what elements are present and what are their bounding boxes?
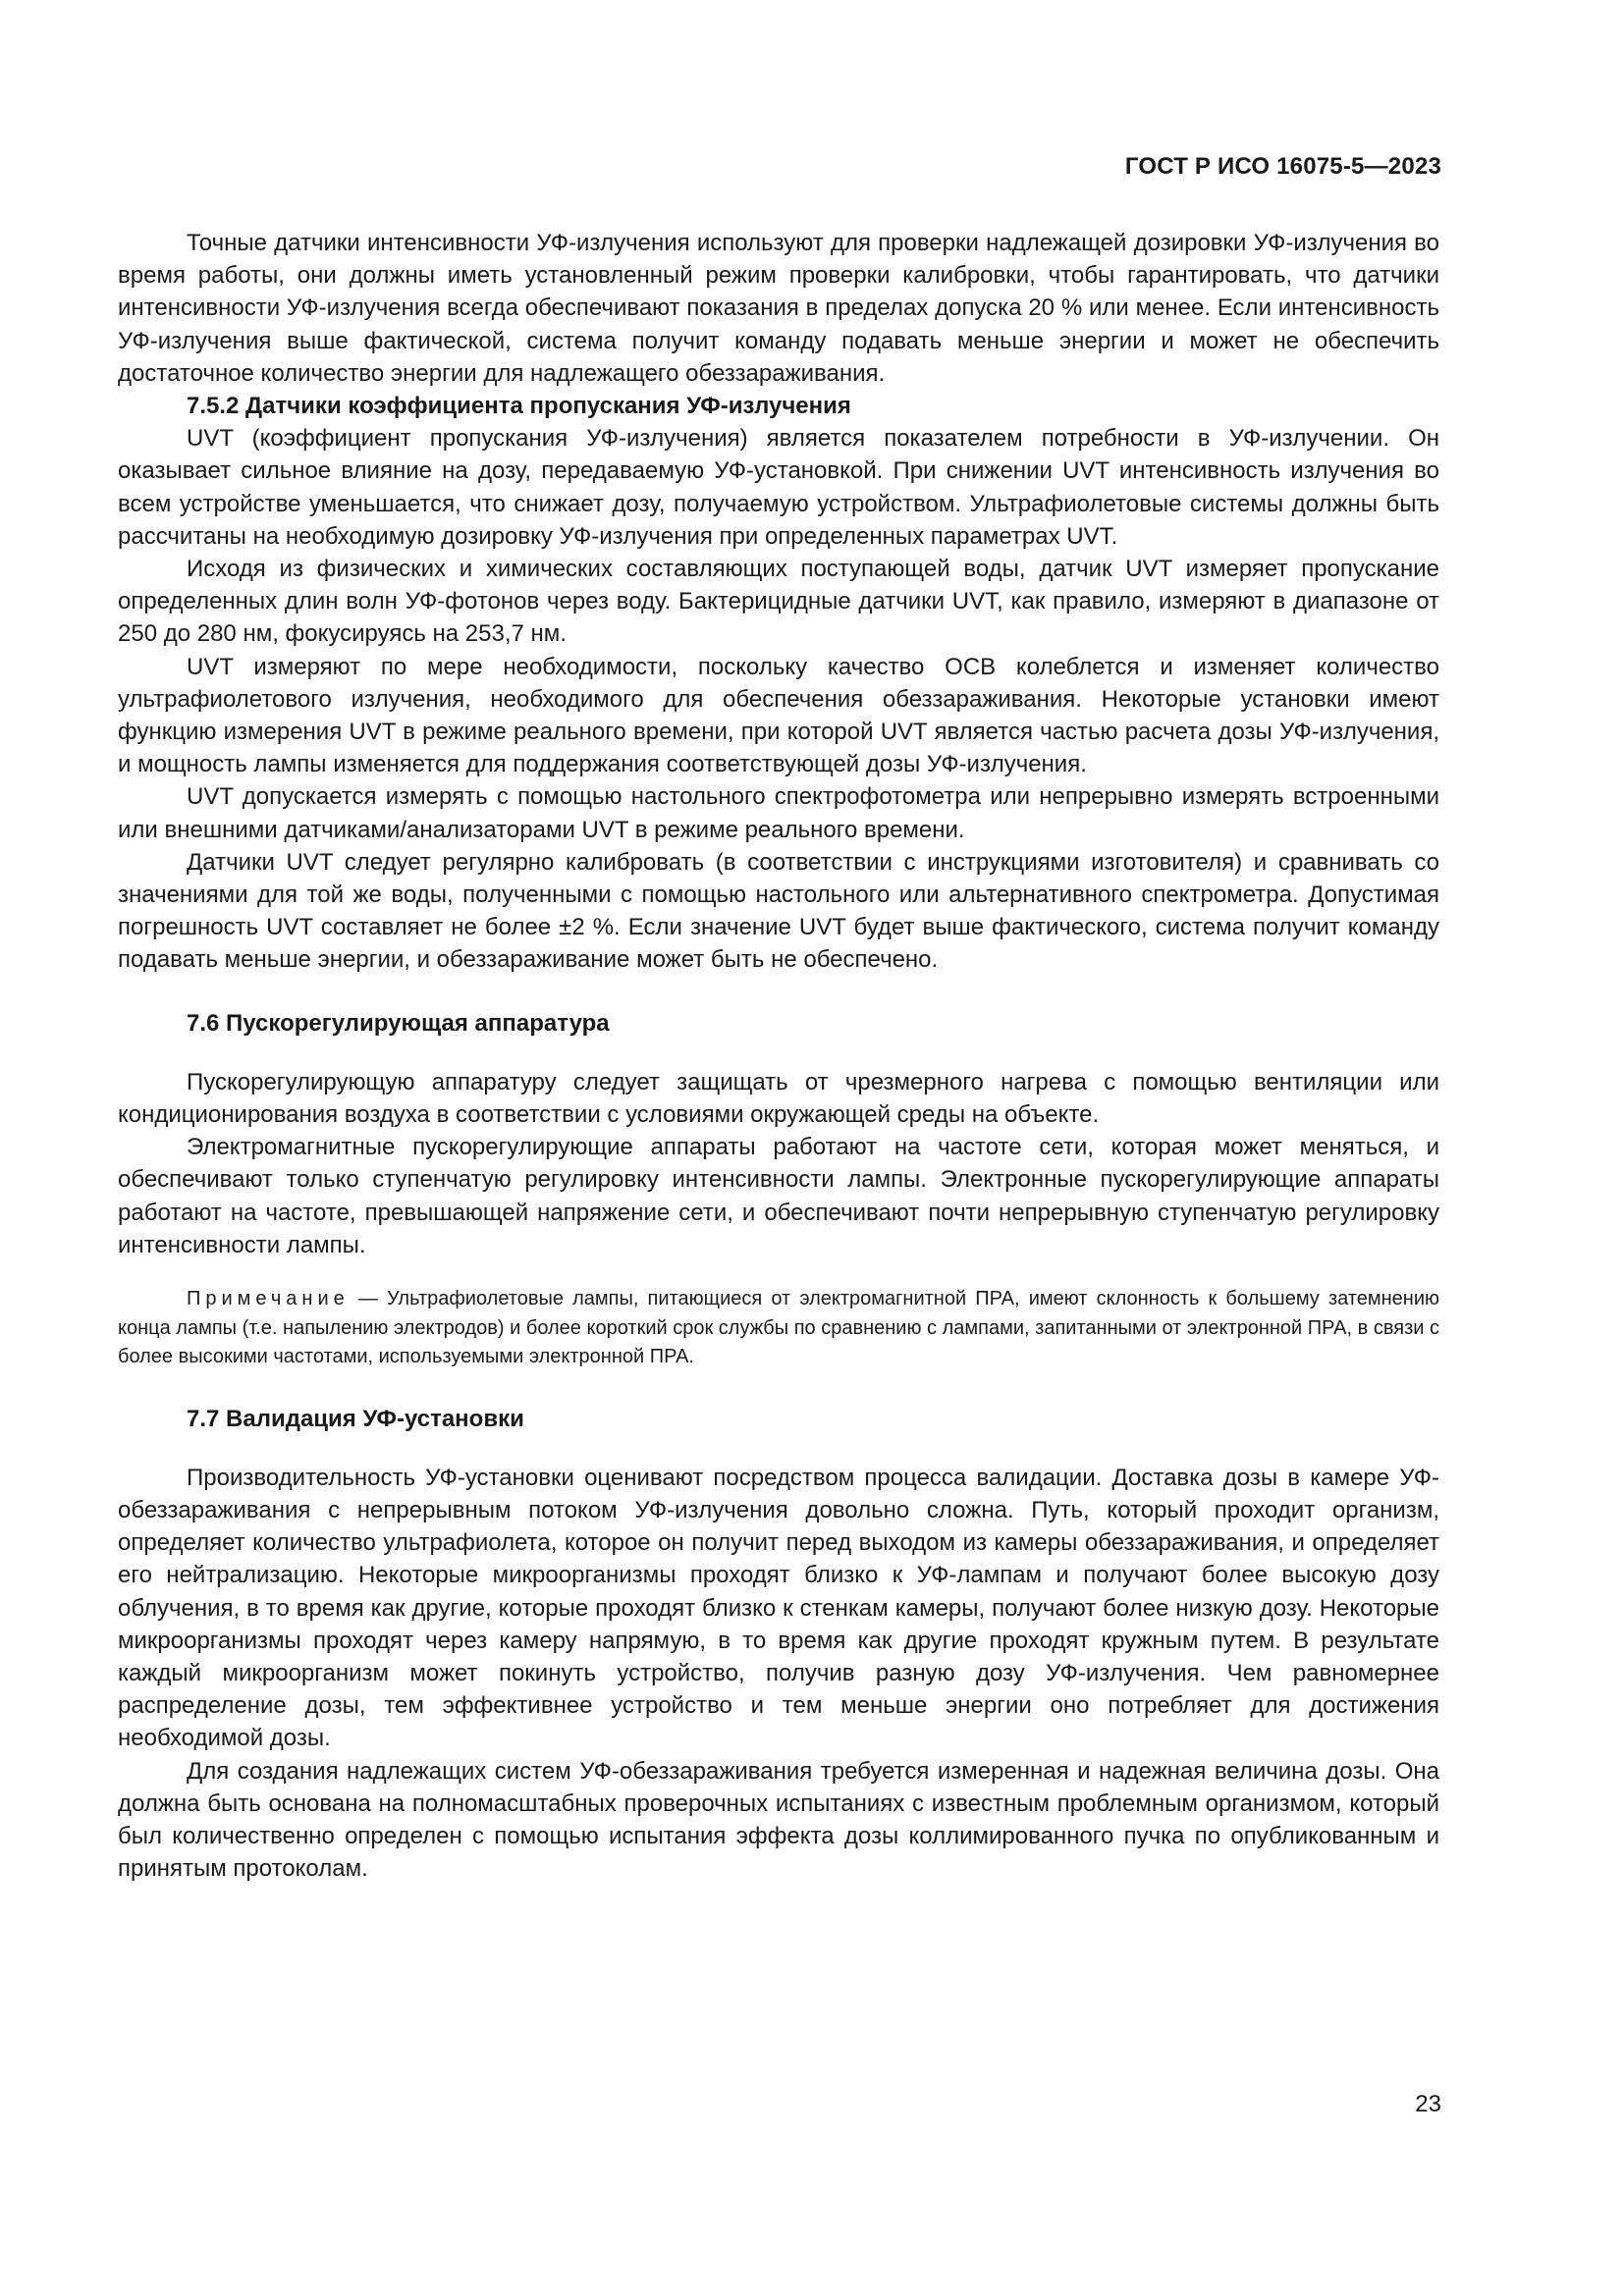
page-number: 23 xyxy=(1415,2091,1441,2117)
note-label: Примечание xyxy=(187,1288,350,1310)
note xyxy=(118,1285,1439,1372)
page-body xyxy=(118,227,1439,1885)
paragraph: Для создания надлежащих систем УФ-обеззараживания требуется измеренная и надежная величина дозы. Она должна быть основана на полномасштабных проверочных испытаниях с известным проблемным организмом, который был количественно определен с помощью испытания эффекта дозы коллимированного пучка по опубликованным и принятым протоколам. xyxy=(118,1757,1439,1883)
paragraph: UVT измеряют по мере необходимости, поскольку качество ОСВ колеблется и изменяет количество ультрафиолетового излучения, необходимого для обеспечения обеззараживания. Некоторые установки имеют функцию измерения UVT в режиме реального времени, при которой UVT является частью расчета дозы УФ-излучения, и мощность лампы изменяется для поддержания соответствующей дозы УФ-излучения. xyxy=(118,653,1439,778)
paragraph: Датчики UVT следует регулярно калибровать (в соответствии с инструкциями изготовителя) и сравнивать со значениями для той же воды, полученными с помощью настольного или альтернативного спектрометра. Допустимая погрешность UVT составляет не более ±2 %. Если значение UVT будет выше фактического, система получит команду подавать меньше энергии, и обеззараживание может быть не обеспечено. xyxy=(118,848,1439,974)
paragraph: UVT допускается измерять с помощью настольного спектрофотометра или непрерывно измерять встроенными или внешними датчиками/анализаторами UVT в режиме реального времени. xyxy=(118,783,1439,843)
note-text: — Ультрафиолетовые лампы, питающиеся от электромагнитной ПРА, имеют склонность к большему затемнению конца лампы (т.е. напылению электродов) и более короткий срок службы по сравнению с лампами, запитанными от электронной ПРА, в связи с более высокими частотами, используемыми электронной ПРА. xyxy=(118,1288,1439,1368)
paragraph: Электромагнитные пускорегулирующие аппараты работают на частоте сети, которая может меняться, и обеспечивают только ступенчатую регулировку интенсивности лампы. Электронные пускорегулирующие аппараты работают на частоте, превышающей напряжение сети, и обеспечивают почти непрерывную ступенчатую регулировку интенсивности лампы. xyxy=(118,1134,1439,1258)
paragraph: Точные датчики интенсивности УФ-излучения используют для проверки надлежащей дозировки УФ-излучения во время работы, они должны иметь установленный режим проверки калибровки, чтобы гарантировать, что датчики интенсивности УФ-излучения всегда обеспечивают показания в пределах допуска 20 % или менее. Если интенсивность УФ-излучения выше фактической, система получит команду подавать меньше энергии и может не обеспечить достаточное количество энергии для надлежащего обеззараживания. xyxy=(118,230,1439,387)
paragraph: Пускорегулирующую аппаратуру следует защищать от чрезмерного нагрева с помощью вентиляции или кондиционирования воздуха в соответствии с условиями окружающей среды на объекте. xyxy=(118,1068,1439,1129)
paragraph: UVT (коэффициент пропускания УФ-излучения) является показателем потребности в УФ-излучении. Он оказывает сильное влияние на дозу, передаваемую УФ-установкой. При снижении UVT интенсивность излучения во всем устройстве уменьшается, что снижает дозу, получаемую устройством. Ультрафиолетовые системы должны быть рассчитаны на необходимую дозировку УФ-излучения при определенных параметрах UVT. xyxy=(118,425,1439,550)
paragraph: Производительность УФ-установки оценивают посредством процесса валидации. Доставка дозы в камере УФ-обеззараживания с непрерывным потоком УФ-излучения довольно сложна. Путь, который проходит организм, определяет количество ультрафиолета, которое он получит перед выходом из камеры обеззараживания, и определяет его нейтрализацию. Некоторые микроорганизмы проходят близко к УФ-лампам и получают более высокую дозу облучения, в то время как другие, которые проходят близко к стенкам камеры, получают более низкую дозу. Некоторые микроорганизмы проходят через камеру напрямую, в то время как другие проходят кружным путем. В результате каждый микроорганизм может покинуть устройство, получив разную дозу УФ-излучения. Чем равномернее распределение дозы, тем эффективнее устройство и тем меньше энергии оно потребляет для достижения необходимой дозы. xyxy=(118,1464,1439,1752)
section-heading-7-7: 7.7 Валидация УФ-установки xyxy=(187,1405,524,1432)
section-heading-7-6: 7.6 Пускорегулирующая аппаратура xyxy=(187,1009,610,1037)
standard-designation: ГОСТ Р ИСО 16075-5—2023 xyxy=(1124,153,1441,180)
section-heading-7-5-2: 7.5.2 Датчики коэффициента пропускания УФ-излучения xyxy=(187,393,851,420)
paragraph: Исходя из физических и химических составляющих поступающей воды, датчик UVT измеряет пропускание определенных длин волн УФ-фотонов через воду. Бактерицидные датчики UVT, как правило, измеряют в диапазоне от 250 до 280 нм, фокусируясь на 253,7 нм. xyxy=(118,556,1439,648)
